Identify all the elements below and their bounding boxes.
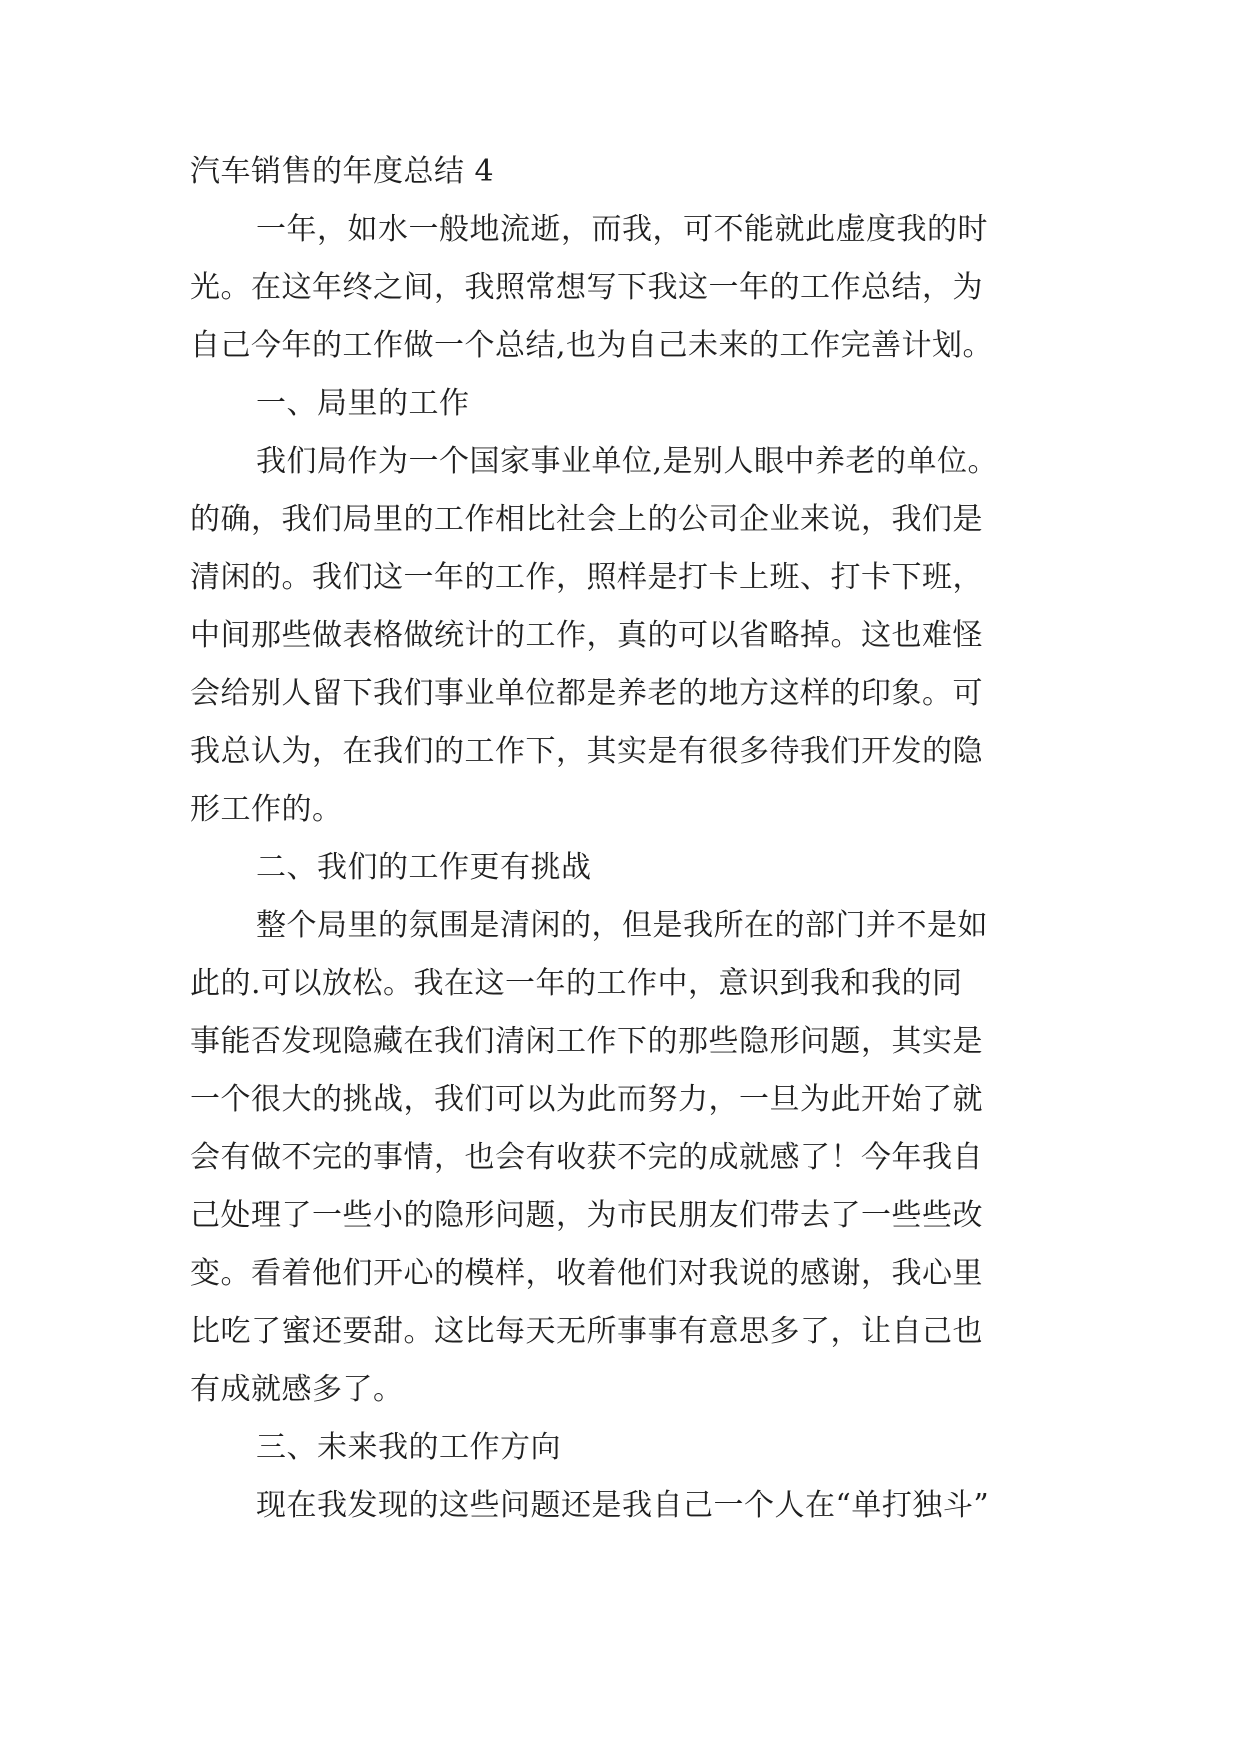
paragraph-line: 会给别人留下我们事业单位都是养老的地方这样的印象。可 (190, 676, 983, 711)
section-heading: 三、未来我的工作方向 (256, 1430, 561, 1465)
paragraph-line: 一年，如水一般地流逝，而我，可不能就此虚度我的时 (256, 212, 988, 247)
paragraph-line: 自己今年的工作做一个总结,也为自己未来的工作完善计划。 (190, 328, 994, 363)
paragraph-line: 一个很大的挑战，我们可以为此而努力，一旦为此开始了就 (190, 1082, 983, 1117)
paragraph-line: 事能否发现隐藏在我们清闲工作下的那些隐形问题，其实是 (190, 1024, 983, 1059)
paragraph-line: 此的.可以放松。我在这一年的工作中，意识到我和我的同 (190, 966, 963, 1001)
paragraph-line: 会有做不完的事情，也会有收获不完的成就感了！今年我自 (190, 1140, 983, 1175)
paragraph-line: 比吃了蜜还要甜。这比每天无所事事有意思多了，让自己也 (190, 1314, 983, 1349)
paragraph-line: 我总认为，在我们的工作下，其实是有很多待我们开发的隐 (190, 734, 983, 769)
section-heading: 二、我们的工作更有挑战 (256, 850, 592, 885)
paragraph-line: 中间那些做表格做统计的工作，真的可以省略掉。这也难怪 (190, 618, 983, 653)
paragraph-line: 的确，我们局里的工作相比社会上的公司企业来说，我们是 (190, 502, 983, 537)
section-heading: 一、局里的工作 (256, 386, 470, 421)
paragraph-line: 整个局里的氛围是清闲的，但是我所在的部门并不是如 (256, 908, 988, 943)
paragraph-line: 己处理了一些小的隐形问题，为市民朋友们带去了一些些改 (190, 1198, 983, 1233)
paragraph-line: 我们局作为一个国家事业单位,是别人眼中养老的单位。 (256, 444, 999, 479)
paragraph-line: 变。看着他们开心的模样，收着他们对我说的感谢，我心里 (190, 1256, 983, 1291)
paragraph-line: 形工作的。 (190, 792, 343, 827)
paragraph-line: 有成就感多了。 (190, 1372, 404, 1407)
paragraph-line: 清闲的。我们这一年的工作，照样是打卡上班、打卡下班， (190, 560, 983, 595)
paragraph-line: 现在我发现的这些问题还是我自己一个人在“单打独斗” (256, 1488, 990, 1523)
document-title: 汽车销售的年度总结 4 (190, 154, 495, 189)
paragraph-line: 光。在这年终之间，我照常想写下我这一年的工作总结，为 (190, 270, 983, 305)
